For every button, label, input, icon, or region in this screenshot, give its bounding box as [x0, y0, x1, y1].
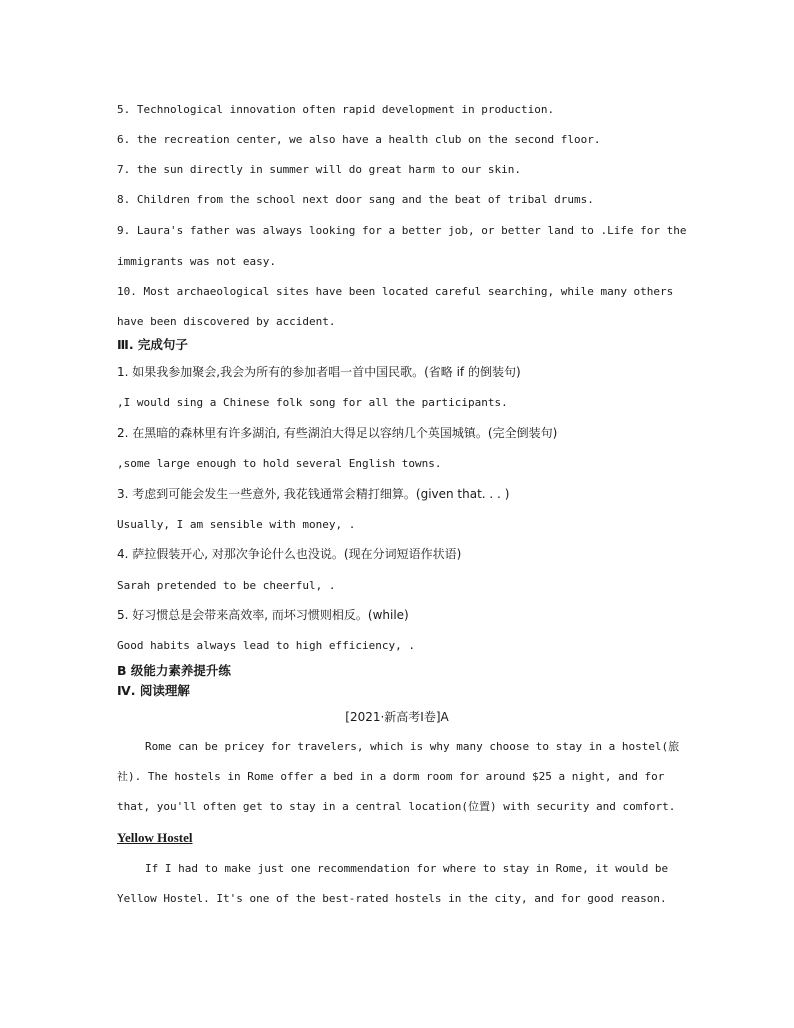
blank-item-10-line1: 10. Most archaeological sites have been located careful searching, while many others — [117, 285, 674, 298]
blank-item-10-line2: have been discovered by accident. — [117, 315, 336, 328]
sentence-question-3: 3. 考虑到可能会发生一些意外, 我花钱通常会精打细算。(given that. . . ) — [117, 487, 510, 501]
blank-item-8: 8. Children from the school next door sang and the beat of tribal drums. — [117, 193, 594, 206]
level-b-heading: B 级能力素养提升练 — [117, 663, 231, 678]
passage-paragraph-1-line-1: Rome can be pricey for travelers, which is why many choose to stay in a hostel(旅 — [145, 740, 680, 753]
blank-item-5: 5. Technological innovation often rapid development in production. — [117, 103, 555, 116]
blank-item-7: 7. the sun directly in summer will do great harm to our skin. — [117, 163, 521, 176]
passage-paragraph-1-line-2: 社). The hostels in Rome offer a bed in a dorm room for around $25 a night, and for — [117, 770, 665, 783]
passage-subheading: Yellow Hostel — [117, 830, 193, 845]
passage-paragraph-2-line-2: Yellow Hostel. It's one of the best-rated hostels in the city, and for good reason. — [117, 892, 667, 905]
section-3-heading: Ⅲ. 完成句子 — [117, 337, 188, 352]
sentence-answer-4: Sarah pretended to be cheerful, . — [117, 579, 336, 592]
section-4-heading: Ⅳ. 阅读理解 — [117, 683, 190, 698]
blank-item-9-line1: 9. Laura's father was always looking for a better job, or better land to .Life for the — [117, 224, 687, 237]
sentence-question-4: 4. 萨拉假装开心, 对那次争论什么也没说。(现在分词短语作状语) — [117, 547, 462, 561]
sentence-answer-2: ,some large enough to hold several English towns. — [117, 457, 442, 470]
blank-item-9-line2: immigrants was not easy. — [117, 255, 276, 268]
sentence-question-1: 1. 如果我参加聚会,我会为所有的参加者唱一首中国民歌。(省略 if 的倒装句) — [117, 365, 521, 379]
sentence-answer-3: Usually, I am sensible with money, . — [117, 518, 356, 531]
sentence-question-2: 2. 在黑暗的森林里有许多湖泊, 有些湖泊大得足以容纳几个英国城镇。(完全倒装句) — [117, 426, 558, 440]
sentence-answer-5: Good habits always lead to high efficiency, . — [117, 639, 416, 652]
sentence-answer-1: ,I would sing a Chinese folk song for all the participants. — [117, 396, 508, 409]
blank-item-6: 6. the recreation center, we also have a health club on the second floor. — [117, 133, 601, 146]
passage-paragraph-2-line-1: If I had to make just one recommendation for where to stay in Rome, it would be — [145, 862, 669, 875]
sentence-question-5: 5. 好习惯总是会带来高效率, 而坏习惯则相反。(while) — [117, 608, 409, 622]
passage-paragraph-1-line-3: that, you'll often get to stay in a central location(位置) with security and comfort. — [117, 800, 676, 813]
passage-source: [2021·新高考Ⅰ卷]A — [345, 710, 449, 724]
